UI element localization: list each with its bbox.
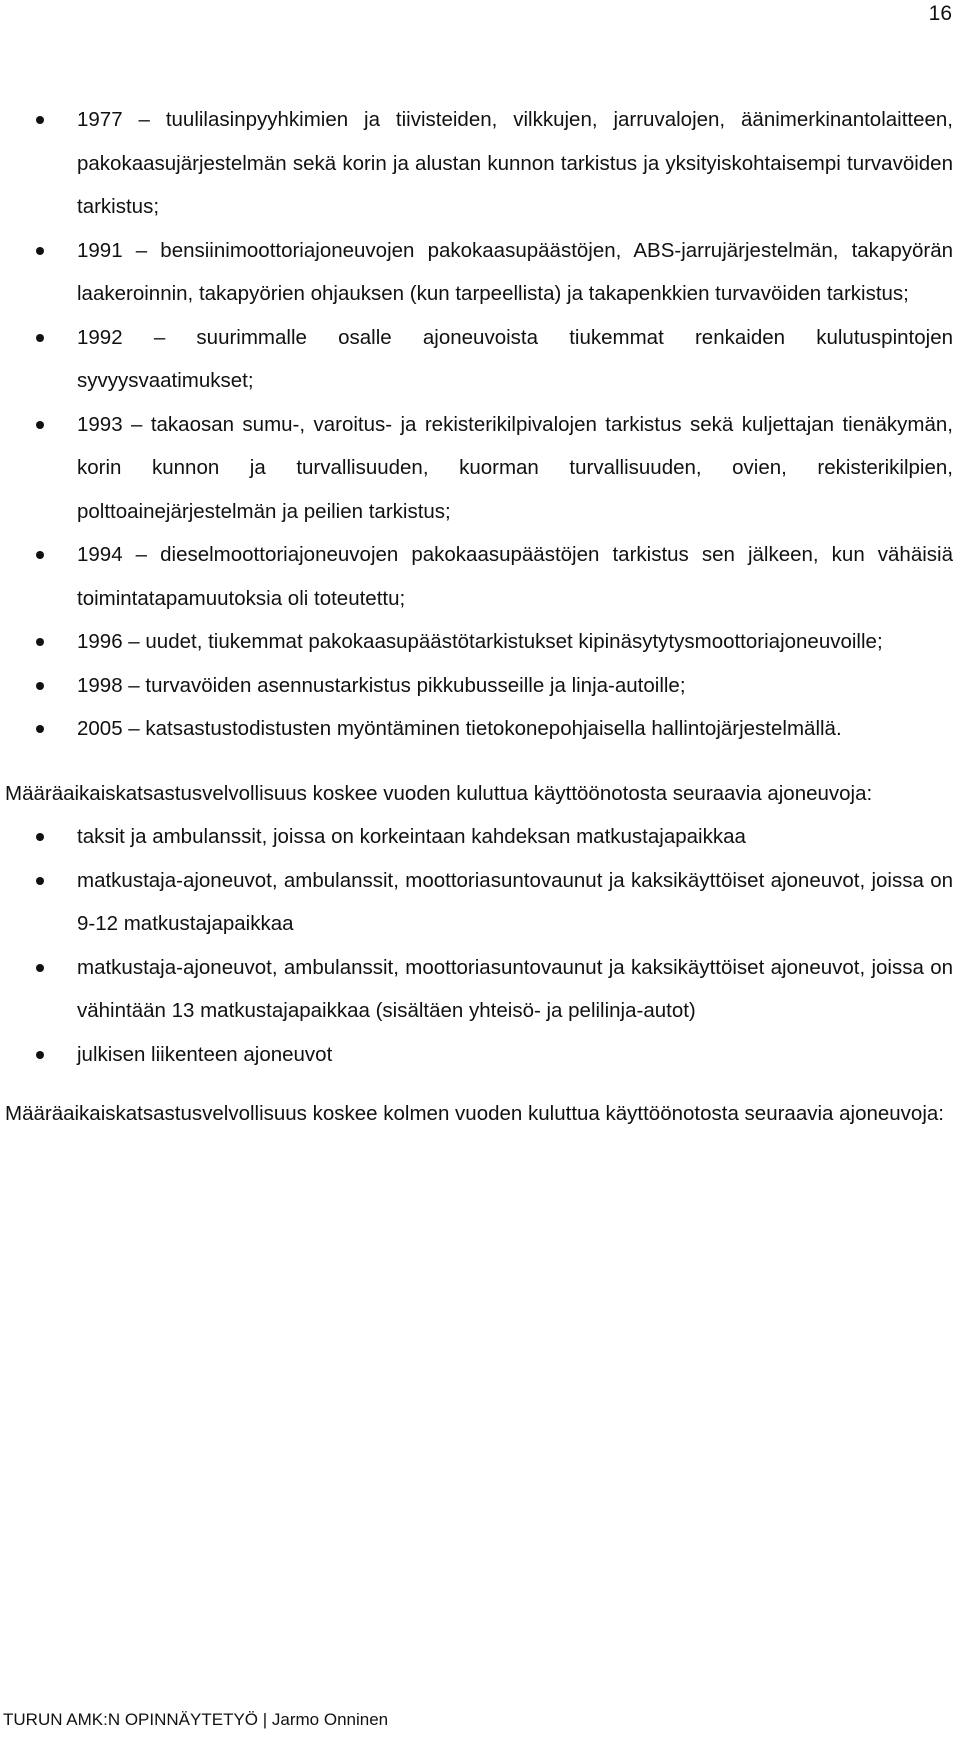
list-item-text: 1996 – uudet, tiukemmat pakokaasupäästötarkistukset kipinäsytytysmoottoriajoneuvoille;	[77, 630, 883, 653]
list-item	[5, 403, 953, 534]
list-item-text: taksit ja ambulanssit, joissa on korkeintaan kahdeksan matkustajapaikkaa	[77, 825, 746, 848]
list-item	[5, 946, 953, 1033]
list-item-text: julkisen liikenteen ajoneuvot	[77, 1042, 333, 1066]
bullet-icon	[36, 964, 44, 972]
list-item	[5, 620, 953, 664]
list-item-text: 1994 – dieselmoottoriajoneuvojen pakokaasupäästöjen tarkistus sen jälkeen, kun vähäisiä toimintatapamuutoksia oli toteutettu;	[77, 543, 953, 610]
bullet-icon	[36, 1051, 44, 1059]
list-item	[5, 98, 953, 229]
bullet-icon	[36, 725, 44, 733]
inspection-history-list	[5, 98, 953, 751]
bullet-icon	[36, 638, 44, 646]
list-item	[5, 1033, 953, 1077]
bullet-icon	[36, 877, 44, 885]
bullet-icon	[36, 551, 44, 559]
bullet-icon	[36, 833, 44, 841]
bullet-icon	[36, 421, 44, 429]
vehicle-category-list	[5, 815, 953, 1076]
list-item-text: matkustaja-ajoneuvot, ambulanssit, moottoriasuntovaunut ja kaksikäyttöiset ajoneuvot, joissa on vähintään 13 matkustajapaikkaa (sisältäen yhteisö- ja pelilinja-autot)	[77, 955, 953, 1022]
list-item	[5, 229, 953, 316]
bullet-icon	[36, 334, 44, 342]
paragraph-three-years: Määräaikaiskatsastusvelvollisuus koskee kolmen vuoden kuluttua käyttöönotosta seuraavia ajoneuvoja:	[5, 1102, 944, 1125]
list-item	[5, 533, 953, 620]
list-item-text: matkustaja-ajoneuvot, ambulanssit, moottoriasuntovaunut ja kaksikäyttöiset ajoneuvot, joissa on 9-12 matkustajapaikkaa	[77, 868, 953, 935]
page-body	[5, 98, 953, 1136]
bullet-icon	[36, 682, 44, 690]
list-item	[5, 664, 953, 708]
list-item	[5, 859, 953, 946]
list-item-text: 2005 – katsastustodistusten myöntäminen tietokonepohjaisella hallintojärjestelmällä.	[77, 717, 842, 740]
list-item-text: 1998 – turvavöiden asennustarkistus pikkubusseille ja linja-autoille;	[77, 673, 686, 697]
bullet-icon	[36, 116, 44, 124]
list-item	[5, 815, 953, 859]
paragraph-one-year: Määräaikaiskatsastusvelvollisuus koskee vuoden kuluttua käyttöönotosta seuraavia ajoneuvoja:	[5, 781, 873, 805]
list-item-text: 1977 – tuulilasinpyyhkimien ja tiivisteiden, vilkkujen, jarruvalojen, äänimerkinantolaitteen, pakokaasujärjestelmän sekä korin ja alustan kunnon tarkistus ja yksityiskohtaisempi turvavöiden tarkistus;	[77, 108, 953, 218]
page-footer: TURUN AMK:N OPINNÄYTETYÖ | Jarmo Onninen	[3, 1710, 389, 1729]
page-number: 16	[928, 2, 952, 25]
list-item	[5, 316, 953, 403]
list-item-text: 1991 – bensiinimoottoriajoneuvojen pakokaasupäästöjen, ABS-jarrujärjestelmän, takapyörän laakeroinnin, takapyörien ohjauksen (kun tarpeellista) ja takapenkkien turvavöiden tarkistus;	[77, 238, 953, 305]
list-item-text: 1992 – suurimmalle osalle ajoneuvoista tiukemmat renkaiden kulutuspintojen syvyysvaatimukset;	[77, 325, 953, 392]
list-item-text: 1993 – takaosan sumu-, varoitus- ja rekisterikilpivalojen tarkistus sekä kuljettajan tienäkymän, korin kunnon ja turvallisuuden, kuorman turvallisuuden, ovien, rekisterikilpien, polttoainejärjestelmän ja peilien tarkistus;	[77, 412, 953, 523]
bullet-icon	[36, 247, 44, 255]
list-item	[5, 707, 953, 751]
